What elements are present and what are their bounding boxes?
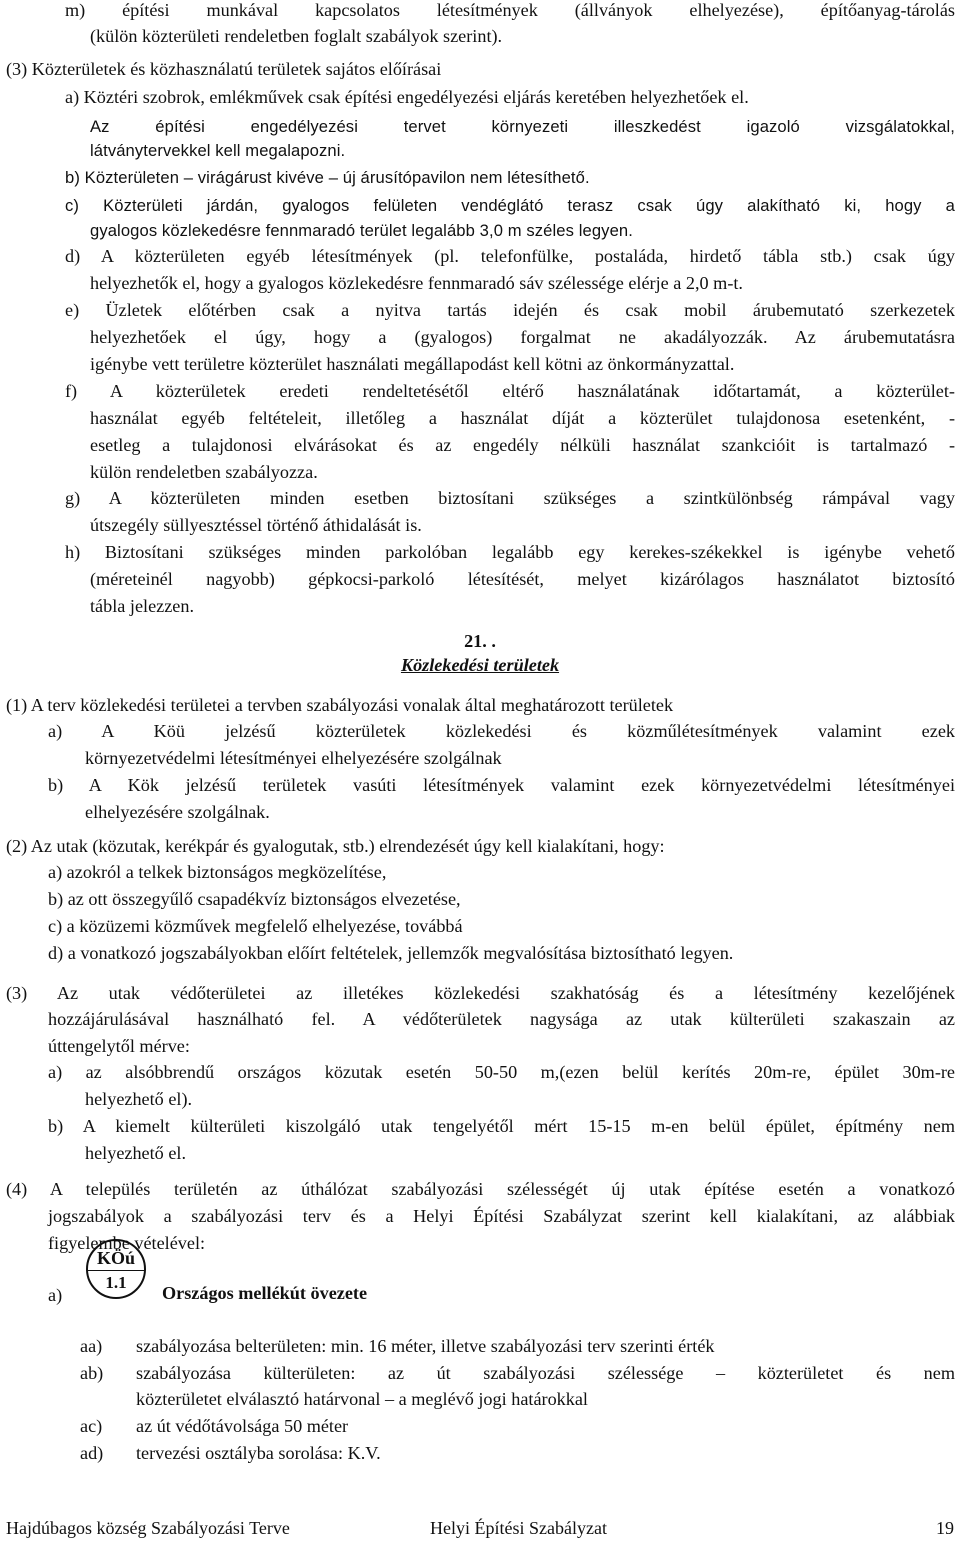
text-line: a) azokról a telkek biztonságos megközelítése,	[48, 862, 387, 882]
text-line: b) az ott összegyűlő csapadékvíz biztonságos elvezetése,	[48, 889, 461, 909]
section-title: Közlekedési területek	[400, 655, 560, 675]
text-line: e) Üzletek előtérben csak a nyitva tartás idején és csak mobil árubemutató szerkezetek	[65, 300, 955, 320]
footer-center: Helyi Építési Szabályzat	[430, 1518, 607, 1538]
text-line: b) A Kök jelzésű területek vasúti létesítmények valamint ezek környezetvédelmi létesítményei	[48, 775, 955, 795]
text-line: d) A közterületen egyéb létesítmények (pl. telefonfülke, postaláda, hirdető tábla stb.) csak úgy	[65, 246, 955, 266]
text-line: hozzájárulásával használható fel. A védőterületek nagysága az utak külterületi szakaszain az	[48, 1009, 955, 1029]
text-line: g) A közterületen minden esetben biztosítani szükséges a szintkülönbség rámpával vagy	[65, 488, 955, 508]
road-zone-badge	[86, 1239, 146, 1299]
list-marker: ac)	[80, 1416, 103, 1436]
text-line: f) A közterületek eredeti rendeltetésétől eltérő használatának időtartamát, a közterület-	[65, 381, 955, 401]
text-line: jogszabályok a szabályozási terv és a Helyi Építési Szabályzat szerint kell kialakítani, az alábbiak	[48, 1206, 955, 1226]
section-number: 21. .	[464, 631, 496, 651]
text-line: c) Közterületi járdán, gyalogos felületen vendéglátó terasz csak úgy alakítható ki, hogy a	[65, 196, 955, 215]
text-line: helyezhetők el, hogy a gyalogos közlekedésre fennmaradó sáv szélessége elérje a 2,0 m-t.	[90, 273, 743, 293]
footer-left: Hajdúbagos község Szabályozási Terve	[6, 1518, 290, 1538]
text-line: igénybe vett területre közterület használati megállapodást kell kötni az önkormányzattal.	[90, 354, 735, 374]
text-line: d) a vonatkozó jogszabályokban előírt feltételek, jellemzők megvalósítása biztosítható legyen.	[48, 943, 734, 963]
text-line: Az építési engedélyezési tervet környezeti illeszkedést igazoló vizsgálatokkal,	[90, 117, 955, 136]
text-line: (külön közterületi rendeletben foglalt szabályok szerint).	[90, 26, 503, 46]
text-line: szabályozása belterületen: min. 16 méter, illetve szabályozási terv szerinti érték	[136, 1336, 715, 1356]
badge-number: 1.1	[105, 1273, 127, 1292]
paragraph-heading: (1) A terv közlekedési területei a tervben szabályozási vonalak által meghatározott területek	[6, 695, 674, 715]
text-line: b) A kiemelt külterületi kiszolgáló utak tengelyétől mért 15-15 m-en belül épület, építmény nem	[48, 1116, 955, 1136]
text-line: úttengelytől mérve:	[48, 1036, 190, 1056]
list-marker: aa)	[80, 1336, 103, 1356]
page-number: 19	[936, 1518, 954, 1538]
paragraph-heading: (3) Az utak védőterületei az illetékes közlekedési szakhatóság és a létesítmény kezelőjének	[6, 983, 955, 1003]
text-line: az út védőtávolsága 50 méter	[136, 1416, 349, 1436]
text-line: közterületet elválasztó határvonal – a meglévő jogi határokkal	[136, 1389, 588, 1409]
paragraph-heading: (2) Az utak (közutak, kerékpár és gyalogutak, stb.) elrendezését úgy kell kialakítani, hogy:	[6, 836, 665, 856]
text-line: h) Biztosítani szükséges minden parkolóban legalább egy kerekes-székekkel is igénybe vehető	[65, 542, 955, 562]
text-line: környezetvédelmi létesítményei elhelyezésére szolgálnak	[85, 748, 502, 768]
section-title-wrap	[0, 652, 960, 679]
paragraph-heading: (4) A település területén az úthálózat szabályozási szélességét új utak építése esetén a vonatkozó	[6, 1179, 955, 1199]
text-line: tervezési osztályba sorolása: K.V.	[136, 1443, 381, 1463]
text-line: a) A Köü jelzésű közterületek közlekedési és közműlétesítmények valamint ezek	[48, 721, 955, 741]
list-marker: ab)	[80, 1363, 104, 1383]
text-line: helyezhető el).	[85, 1089, 193, 1109]
text-line: a) Köztéri szobrok, emlékművek csak építési engedélyezési eljárás keretében helyezhetőek el.	[65, 87, 749, 107]
text-line: (méreteinél nagyobb) gépkocsi-parkoló létesítését, melyet kizárólagos használatot biztosító	[90, 569, 955, 589]
text-line: gyalogos közlekedésre fennmaradó terület legalább 3,0 m széles legyen.	[90, 221, 633, 240]
text-line: c) a közüzemi közművek megfelelő elhelyezése, továbbá	[48, 916, 463, 936]
list-marker: a)	[48, 1285, 63, 1305]
badge-code: KÖú	[96, 1248, 135, 1268]
text-line: m) építési munkával kapcsolatos létesítmények (állványok elhelyezése), építőanyag-tárolás	[65, 0, 955, 20]
text-line: elhelyezésére szolgálnak.	[85, 802, 270, 822]
text-line: esetleg a tulajdonosi elvárásokat és az engedély nélküli használat szankcióit is tartalmazó -	[90, 435, 955, 455]
zone-title: Országos mellékút övezete	[162, 1283, 368, 1303]
list-marker: ad)	[80, 1443, 104, 1463]
text-line: helyezhetőek el úgy, hogy a (gyalogos) forgalmat ne akadályozzák. Az árubemutatásra	[90, 327, 955, 347]
text-line: útszegély süllyesztéssel történő áthidalását is.	[90, 515, 422, 535]
text-line: látványtervekkel kell megalapozni.	[90, 141, 346, 160]
text-line: helyezhető el.	[85, 1143, 186, 1163]
text-line: b) Közterületen – virágárust kivéve – új árusítópavilon nem létesíthető.	[65, 168, 590, 187]
text-line: a) az alsóbbrendű országos közutak esetén 50-50 m,(ezen belül kerítés 20m-re, épület 30m-re	[48, 1062, 955, 1082]
text-line: külön rendeletben szabályozza.	[90, 462, 318, 482]
paragraph-heading: (3) Közterületek és közhasználatú területek sajátos előírásai	[6, 59, 442, 79]
text-line: használat egyéb feltételeit, illetőleg a használat díját a közterület tulajdonosa esetenként, -	[90, 408, 955, 428]
text-line: figyelembe vételével:	[48, 1233, 206, 1253]
text-line: tábla jelezzen.	[90, 596, 195, 616]
text-line: szabályozása külterületen: az út szabályozási szélessége – közterületet és nem	[136, 1363, 955, 1383]
badge-divider	[88, 1270, 144, 1271]
